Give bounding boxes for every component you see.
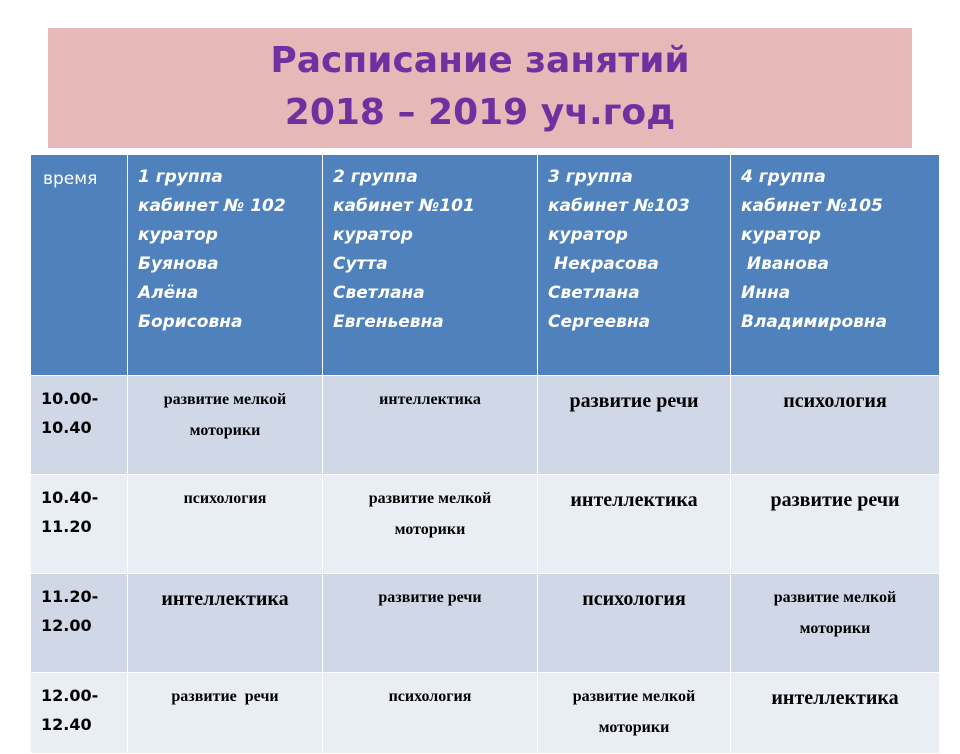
time-start: 10.00- — [41, 389, 99, 408]
lesson-name: развитие мелкой — [572, 688, 696, 705]
lesson-cell — [128, 574, 323, 673]
time-end: 12.00 — [41, 616, 92, 635]
curator-name: Светлана — [548, 283, 640, 303]
lesson-name: развитие речи — [770, 489, 900, 511]
group-name: 2 группа — [333, 167, 418, 187]
group-name: 4 группа — [741, 167, 826, 187]
curator-surname: Сутта — [333, 254, 388, 274]
curator-name: Инна — [741, 283, 791, 303]
lesson-name-cont: моторики — [799, 620, 871, 637]
header-group-3 — [538, 155, 731, 376]
page-subtitle-year: 2018 – 2019 уч.год — [284, 92, 676, 133]
group-room: кабинет №105 — [741, 196, 883, 216]
lesson-cell — [323, 574, 538, 673]
group-room: кабинет №103 — [548, 196, 690, 216]
table-header-row — [31, 155, 940, 376]
title-banner — [48, 28, 912, 148]
time-end: 11.20 — [41, 517, 92, 536]
lesson-cell — [731, 673, 940, 754]
lesson-cell — [323, 376, 538, 475]
lesson-cell — [323, 475, 538, 574]
lesson-name: психология — [388, 688, 472, 705]
group-curator-label: куратор — [741, 225, 821, 245]
header-time — [31, 155, 128, 376]
group-curator-label: куратор — [333, 225, 413, 245]
lesson-name: развитие мелкой — [368, 490, 492, 507]
table-row — [31, 574, 940, 673]
header-group-1 — [128, 155, 323, 376]
time-start: 11.20- — [41, 587, 99, 606]
group-room: кабинет №101 — [333, 196, 475, 216]
lesson-name-cont: моторики — [189, 422, 261, 439]
lesson-name: развитие мелкой — [163, 391, 287, 408]
lesson-name: развитие мелкой — [773, 589, 897, 606]
group-curator-label: куратор — [548, 225, 628, 245]
curator-name: Светлана — [333, 283, 425, 303]
page-title: Расписание занятий — [270, 40, 690, 81]
schedule-table — [30, 154, 940, 754]
time-slot — [31, 376, 128, 475]
curator-patronymic: Борисовна — [138, 312, 243, 332]
time-start: 10.40- — [41, 488, 99, 507]
table-row — [31, 376, 940, 475]
curator-patronymic: Сергеевна — [548, 312, 651, 332]
curator-surname: Иванова — [741, 254, 830, 274]
lesson-name: интеллектика — [379, 391, 481, 408]
group-name: 3 группа — [548, 167, 633, 187]
lesson-name: интеллектика — [161, 588, 289, 610]
group-curator-label: куратор — [138, 225, 218, 245]
lesson-name-cont: моторики — [394, 521, 466, 538]
lesson-name: развитие речи — [569, 390, 699, 412]
lesson-cell — [128, 376, 323, 475]
lesson-cell — [538, 673, 731, 754]
curator-surname: Некрасова — [548, 254, 659, 274]
lesson-cell — [538, 574, 731, 673]
lesson-cell — [323, 673, 538, 754]
lesson-cell — [128, 673, 323, 754]
lesson-name: развитие речи — [171, 688, 279, 705]
group-room: кабинет № 102 — [138, 196, 286, 216]
table-row — [31, 475, 940, 574]
lesson-cell — [731, 376, 940, 475]
curator-name: Алёна — [138, 283, 199, 303]
time-end: 10.40 — [41, 418, 92, 437]
lesson-cell — [731, 475, 940, 574]
time-slot — [31, 574, 128, 673]
lesson-cell — [128, 475, 323, 574]
lesson-cell — [731, 574, 940, 673]
lesson-cell — [538, 475, 731, 574]
lesson-name: развитие речи — [378, 589, 482, 606]
header-group-4 — [731, 155, 940, 376]
curator-surname: Буянова — [138, 254, 219, 274]
time-start: 12.00- — [41, 686, 99, 705]
time-slot — [31, 475, 128, 574]
lesson-name: психология — [183, 490, 267, 507]
lesson-name: психология — [582, 588, 686, 610]
lesson-name: интеллектика — [570, 489, 698, 511]
header-time-label: время — [43, 169, 98, 189]
time-end: 12.40 — [41, 715, 92, 734]
lesson-name-cont: моторики — [598, 719, 670, 736]
curator-patronymic: Евгеньевна — [333, 312, 444, 332]
table-row — [31, 673, 940, 754]
group-name: 1 группа — [138, 167, 223, 187]
header-group-2 — [323, 155, 538, 376]
time-slot — [31, 673, 128, 754]
lesson-cell — [538, 376, 731, 475]
lesson-name: психология — [783, 390, 887, 412]
curator-patronymic: Владимировна — [741, 312, 888, 332]
lesson-name: интеллектика — [771, 687, 899, 709]
